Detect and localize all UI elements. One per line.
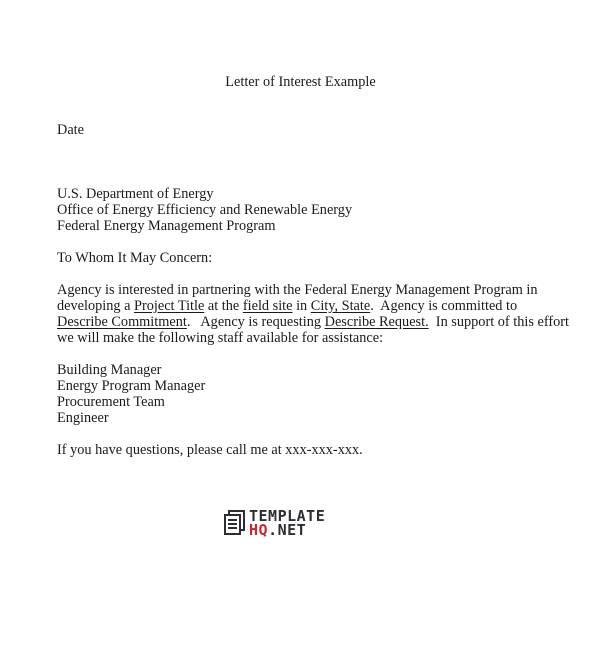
- body-line: we will make the following staff available for assistance:: [57, 330, 384, 346]
- text: in: [292, 298, 311, 314]
- logo-text-bottom: [249, 523, 325, 537]
- recipient-line: Office of Energy Efficiency and Renewable Energy: [57, 202, 353, 218]
- body-line: [57, 314, 569, 330]
- date-line: Date: [57, 122, 84, 138]
- staff-item: Building Manager: [57, 362, 162, 378]
- salutation: To Whom It May Concern:: [57, 250, 213, 266]
- placeholder-project-title: Project Title: [134, 298, 205, 314]
- document-icon: [224, 510, 246, 536]
- recipient-line: U.S. Department of Energy: [57, 186, 214, 202]
- text: In support of this effort: [428, 314, 569, 330]
- logo-text-dark: .NET: [268, 521, 307, 539]
- staff-item: Energy Program Manager: [57, 378, 206, 394]
- text: developing a: [57, 298, 135, 314]
- text: . Agency is requesting: [186, 314, 325, 330]
- text: at the: [204, 298, 243, 314]
- staff-item: Procurement Team: [57, 394, 165, 410]
- watermark-logo: [224, 509, 325, 537]
- recipient-line: Federal Energy Management Program: [57, 218, 276, 234]
- closing-line: If you have questions, please call me at xxx-xxx-xxx.: [57, 442, 363, 458]
- text: . Agency is committed to: [370, 298, 518, 314]
- logo-text-top: TEMPLATE: [249, 507, 326, 525]
- placeholder-commitment: Describe Commitment: [57, 314, 187, 330]
- staff-item: Engineer: [57, 410, 109, 426]
- letter-title: Letter of Interest Example: [225, 74, 376, 90]
- logo-text-red: HQ: [249, 521, 269, 539]
- placeholder-request: Describe Request.: [324, 314, 429, 330]
- placeholder-field-site: field site: [242, 298, 293, 314]
- body-line: Agency is interested in partnering with the Federal Energy Management Program in: [57, 282, 538, 298]
- placeholder-city-state: City, State: [310, 298, 371, 314]
- body-line: [57, 298, 517, 314]
